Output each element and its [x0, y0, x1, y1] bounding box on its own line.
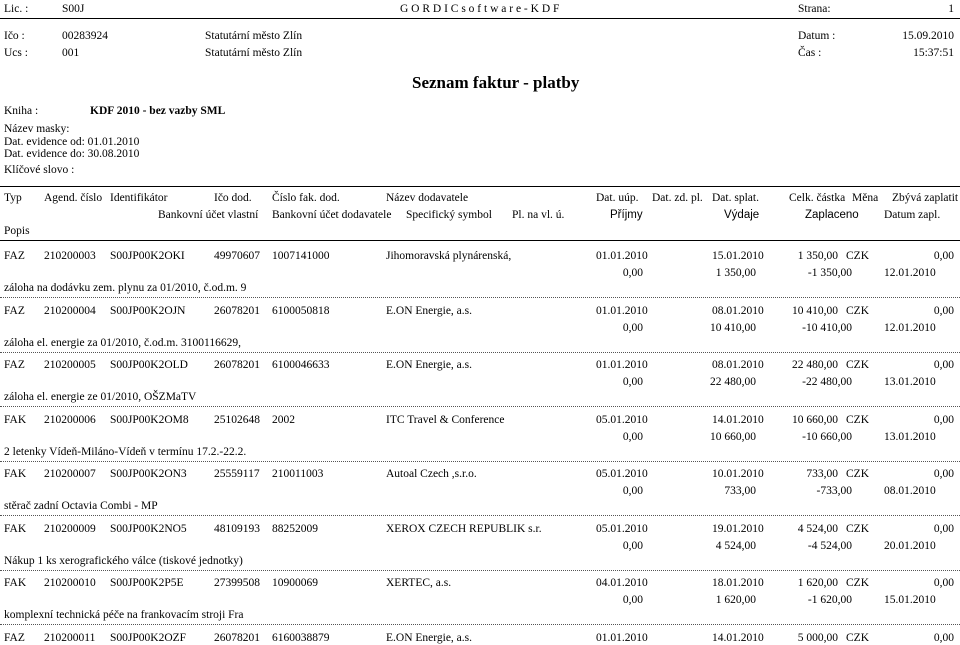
col-dat-splat: Dat. splat. [712, 192, 759, 204]
row-mena: CZK [846, 413, 869, 426]
col-ico-dod: Ičo dod. [214, 192, 252, 204]
row-mena: CZK [846, 577, 869, 589]
col-bu-dod: Bankovní účet dodavatele [272, 209, 392, 221]
row-celk: 10 410,00 [792, 304, 838, 317]
row-agend: 210200011 [44, 631, 96, 644]
col-zbyva: Zbývá zaplatit [892, 192, 959, 204]
row-ident: S00JP00K2OZF [110, 631, 187, 644]
row-divider [0, 624, 960, 625]
cas-label: Čas : [798, 47, 822, 59]
row-agend: 210200010 [44, 577, 96, 589]
row-agend: 210200006 [44, 413, 96, 426]
row-datum-zapl: 20.01.2010 [884, 539, 936, 552]
row-dat-uup: 01.01.2010 [596, 304, 648, 317]
row-prijmy: 0,00 [622, 267, 643, 279]
row-mena: CZK [846, 304, 869, 317]
row-ico: 26078201 [214, 359, 260, 371]
row-zaplaceno: -4 524,00 [807, 539, 852, 552]
org-name-1: Statutární město Zlín [205, 30, 303, 42]
org-name-2: Statutární město Zlín [205, 47, 303, 59]
row-datum-zapl: 13.01.2010 [884, 430, 936, 443]
row-popis: 2 letenky Vídeň-Miláno-Vídeň v termínu 17.2.-22.2. [4, 445, 247, 458]
row-dat-splat: 08.01.2010 [712, 304, 764, 317]
row-typ: FAZ [4, 359, 25, 371]
row-zbyva: 0,00 [933, 250, 954, 262]
row-vydaje: 1 350,00 [715, 267, 756, 279]
strana-label: Strana: [798, 3, 831, 15]
lic-label: Lic. : [4, 3, 29, 15]
row-popis: Nákup 1 ks xerografického válce (tiskové jednotky) [4, 554, 243, 567]
row-zbyva: 0,00 [933, 413, 954, 426]
col-prijmy: Příjmy [610, 209, 643, 221]
row-dat-splat: 18.01.2010 [712, 577, 764, 589]
kniha-value: KDF 2010 - bez vazby SML [90, 105, 226, 117]
row-dat-splat: 14.01.2010 [712, 631, 764, 644]
row-prijmy: 0,00 [622, 485, 643, 497]
row-agend: 210200009 [44, 522, 96, 535]
row-dat-uup: 04.01.2010 [596, 577, 648, 589]
datum-label: Datum : [798, 30, 836, 42]
col-typ: Typ [4, 192, 22, 204]
ico-value: 00283924 [62, 30, 108, 42]
row-zaplaceno: -10 660,00 [802, 430, 852, 443]
row-vydaje: 733,00 [724, 485, 756, 497]
row-nazev: Autoal Czech ,s.r.o. [386, 468, 477, 480]
kniha-label: Kniha : [4, 105, 39, 117]
row-datum-zapl: 15.01.2010 [884, 594, 936, 606]
row-vydaje: 22 480,00 [710, 376, 756, 388]
col-bu-vlastni: Bankovní účet vlastní [158, 209, 259, 221]
row-typ: FAK [4, 468, 27, 480]
row-cislo-fak: 1007141000 [272, 250, 330, 262]
col-popis: Popis [4, 225, 30, 237]
row-cislo-fak: 10900069 [272, 577, 318, 589]
row-ident: S00JP00K2OM8 [110, 413, 189, 426]
row-zaplaceno: -22 480,00 [802, 376, 852, 388]
row-ico: 26078201 [214, 631, 260, 644]
row-celk: 1 620,00 [797, 577, 838, 589]
row-ico: 25102648 [214, 413, 260, 426]
row-mena: CZK [846, 250, 869, 262]
row-datum-zapl: 12.01.2010 [884, 321, 936, 334]
row-cislo-fak: 2002 [272, 413, 295, 426]
row-mena: CZK [846, 522, 869, 535]
row-zaplaceno: -1 620,00 [807, 594, 852, 606]
row-prijmy: 0,00 [622, 539, 643, 552]
report-title: Seznam faktur - platby [412, 73, 580, 92]
row-agend: 210200003 [44, 250, 96, 262]
row-dat-uup: 05.01.2010 [596, 413, 648, 426]
row-nazev: E.ON Energie, a.s. [386, 359, 473, 371]
columns-bottom-line [0, 240, 960, 241]
row-ident: S00JP00K2ON3 [110, 468, 187, 480]
row-zbyva: 0,00 [933, 577, 954, 589]
ucs-value: 001 [62, 47, 80, 59]
row-ident: S00JP00K2P5E [110, 577, 184, 589]
cas-value: 15:37:51 [913, 47, 954, 59]
row-zbyva: 0,00 [933, 522, 954, 535]
row-dat-splat: 08.01.2010 [712, 359, 764, 371]
col-dat-uup: Dat. uúp. [596, 192, 639, 204]
col-pl-na-vl: Pl. na vl. ú. [512, 209, 565, 221]
row-vydaje: 4 524,00 [715, 539, 756, 552]
row-celk: 1 350,00 [797, 250, 838, 262]
row-celk: 4 524,00 [797, 522, 838, 535]
datum-value: 15.09.2010 [902, 30, 954, 42]
row-typ: FAZ [4, 304, 25, 317]
row-ico: 25559117 [214, 468, 260, 480]
row-vydaje: 1 620,00 [715, 594, 756, 606]
row-nazev: XEROX CZECH REPUBLIK s.r. [386, 522, 542, 535]
row-dat-uup: 01.01.2010 [596, 631, 648, 644]
row-ico: 27399508 [214, 577, 260, 589]
row-cislo-fak: 88252009 [272, 522, 318, 535]
row-cislo-fak: 6100046633 [272, 359, 330, 371]
row-zbyva: 0,00 [933, 631, 954, 644]
row-agend: 210200007 [44, 468, 96, 480]
col-dat-zd: Dat. zd. pl. [652, 192, 703, 204]
row-ident: S00JP00K2OJN [110, 304, 186, 317]
col-ident: Identifikátor [110, 192, 168, 204]
row-popis: záloha el. energie ze 01/2010, OŠZMaTV [4, 391, 197, 403]
col-cislo-fak: Číslo fak. dod. [272, 192, 340, 204]
row-popis: komplexní technická péče na frankovacím stroji Fra [4, 609, 244, 621]
row-prijmy: 0,00 [622, 430, 643, 443]
row-typ: FAZ [4, 631, 25, 644]
row-nazev: E.ON Energie, a.s. [386, 304, 473, 317]
row-mena: CZK [846, 468, 869, 480]
row-divider [0, 406, 960, 407]
row-prijmy: 0,00 [622, 594, 643, 606]
row-zaplaceno: -10 410,00 [802, 321, 852, 334]
row-typ: FAZ [4, 250, 25, 262]
header-divider [0, 18, 960, 19]
row-popis: stěrač zadní Octavia Combi - MP [4, 500, 158, 512]
row-celk: 5 000,00 [797, 631, 838, 644]
row-cislo-fak: 6100050818 [272, 304, 330, 317]
row-nazev: E.ON Energie, a.s. [386, 631, 473, 644]
row-dat-splat: 19.01.2010 [712, 522, 764, 535]
row-nazev: ITC Travel & Conference [386, 413, 505, 426]
row-agend: 210200004 [44, 304, 96, 317]
klicove-slovo: Klíčové slovo : [4, 164, 75, 176]
row-zbyva: 0,00 [933, 304, 954, 317]
col-specif: Specifický symbol [406, 209, 492, 221]
lic-value: S00J [62, 3, 85, 15]
columns-top-line [0, 186, 960, 187]
row-vydaje: 10 410,00 [710, 321, 756, 334]
row-ico: 26078201 [214, 304, 260, 317]
col-nazev: Název dodavatele [386, 192, 469, 204]
col-agend: Agend. číslo [44, 192, 103, 204]
row-dat-splat: 10.01.2010 [712, 468, 764, 480]
row-ico: 49970607 [214, 250, 260, 262]
row-mena: CZK [846, 631, 869, 644]
row-divider [0, 570, 960, 571]
col-zaplaceno: Zaplaceno [805, 209, 859, 221]
row-typ: FAK [4, 577, 27, 589]
row-cislo-fak: 6160038879 [272, 631, 330, 644]
row-popis: záloha el. energie za 01/2010, č.od.m. 3100116629, [4, 336, 241, 349]
row-zaplaceno: -733,00 [816, 485, 852, 497]
row-dat-uup: 05.01.2010 [596, 522, 648, 535]
row-cislo-fak: 210011003 [272, 468, 324, 480]
row-divider [0, 515, 960, 516]
row-agend: 210200005 [44, 359, 96, 371]
row-celk: 22 480,00 [792, 359, 838, 371]
row-prijmy: 0,00 [622, 321, 643, 334]
strana-value: 1 [948, 3, 954, 15]
dat-evidence-do: Dat. evidence do: 30.08.2010 [4, 148, 140, 160]
row-dat-splat: 14.01.2010 [712, 413, 764, 426]
row-divider [0, 297, 960, 298]
row-ident: S00JP00K2NO5 [110, 522, 187, 535]
row-nazev: XERTEC, a.s. [386, 577, 452, 589]
dat-evidence-od: Dat. evidence od: 01.01.2010 [4, 136, 140, 148]
row-celk: 10 660,00 [792, 413, 838, 426]
row-ico: 48109193 [214, 522, 260, 535]
row-zbyva: 0,00 [933, 468, 954, 480]
row-datum-zapl: 08.01.2010 [884, 485, 936, 497]
col-mena: Měna [852, 192, 879, 204]
row-dat-uup: 05.01.2010 [596, 468, 648, 480]
app-title: G O R D I C s o f t w a r e - K D F [400, 3, 560, 15]
row-zaplaceno: -1 350,00 [807, 267, 852, 279]
row-dat-uup: 01.01.2010 [596, 250, 648, 262]
row-dat-splat: 15.01.2010 [712, 250, 764, 262]
row-popis: záloha na dodávku zem. plynu za 01/2010, č.od.m. 9 [4, 282, 247, 294]
col-celk: Celk. částka [789, 192, 846, 204]
row-zbyva: 0,00 [933, 359, 954, 371]
row-typ: FAK [4, 413, 27, 426]
row-mena: CZK [846, 359, 869, 371]
row-vydaje: 10 660,00 [710, 430, 756, 443]
ico-label: Ičo : [4, 30, 25, 42]
row-datum-zapl: 13.01.2010 [884, 376, 936, 388]
row-ident: S00JP00K2OKI [110, 250, 185, 262]
col-datum-zapl: Datum zapl. [884, 209, 941, 221]
nazev-masky: Název masky: [4, 123, 70, 135]
row-dat-uup: 01.01.2010 [596, 359, 648, 371]
row-nazev: Jihomoravská plynárenská, [386, 250, 512, 262]
row-divider [0, 352, 960, 353]
row-typ: FAK [4, 522, 27, 535]
col-vydaje: Výdaje [724, 209, 760, 221]
row-divider [0, 461, 960, 462]
row-prijmy: 0,00 [622, 376, 643, 388]
row-ident: S00JP00K2OLD [110, 359, 188, 371]
ucs-label: Ucs : [4, 47, 28, 59]
row-datum-zapl: 12.01.2010 [884, 267, 936, 279]
row-celk: 733,00 [806, 468, 838, 480]
